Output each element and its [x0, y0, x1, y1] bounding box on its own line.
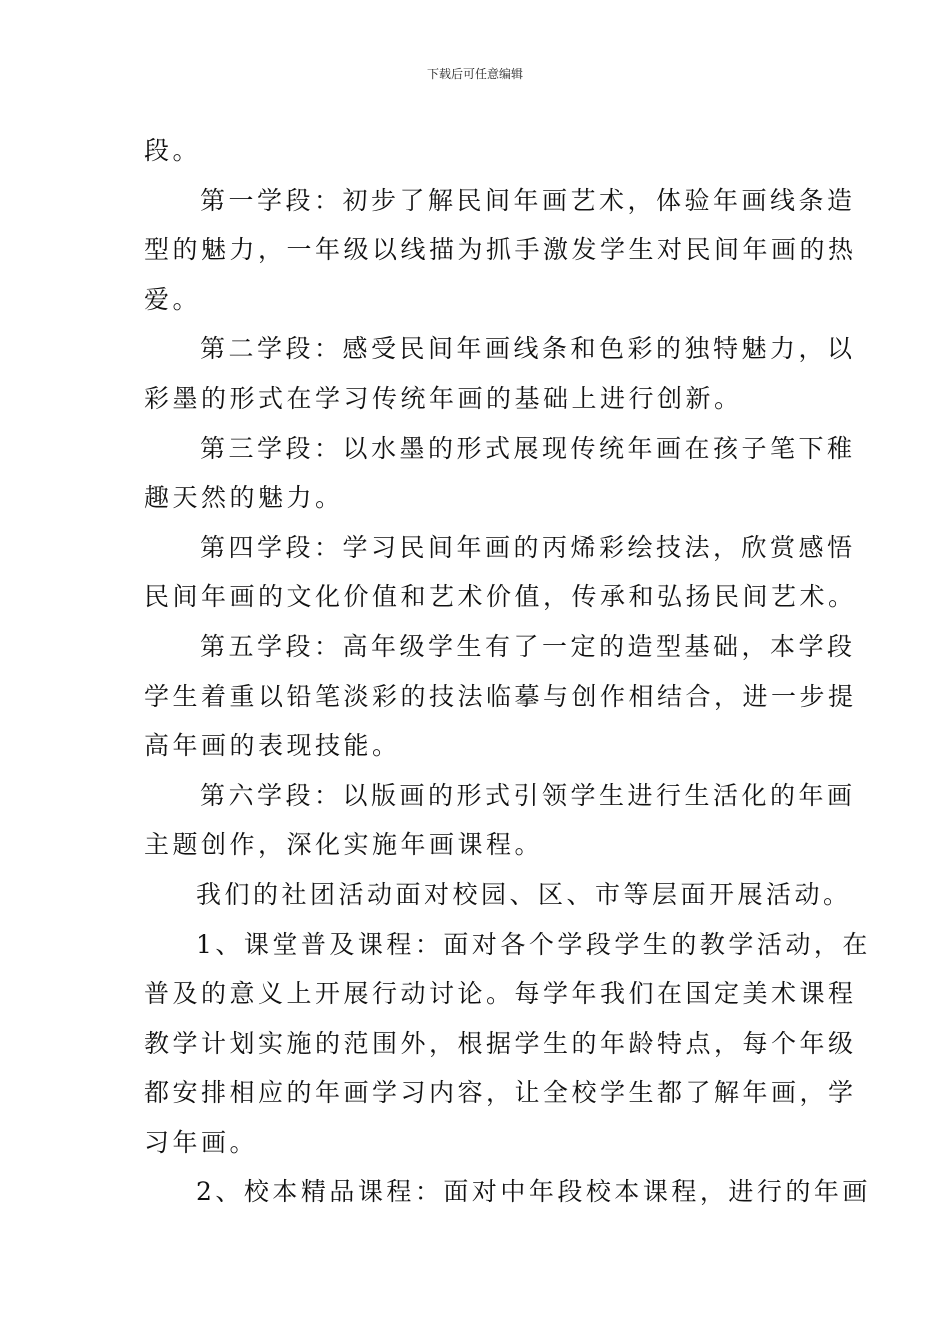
text-line: 普及的意义上开展行动讨论。每学年我们在国定美术课程: [144, 979, 857, 1009]
text-line: 趣天然的魅力。: [144, 483, 344, 513]
text-line: 习年画。: [144, 1127, 259, 1157]
text-line: 爱。: [144, 284, 202, 314]
text-line: 彩墨的形式在学习传统年画的基础上进行创新。: [144, 383, 743, 413]
text-line: 1、课堂普及课程：面对各个学段学生的教学活动，在: [196, 929, 871, 959]
text-line: 第三学段：以水墨的形式展现传统年画在孩子笔下稚: [200, 433, 856, 463]
document-body: [144, 126, 871, 1217]
text-line: 民间年画的文化价值和艺术价值，传承和弘扬民间艺术。: [144, 582, 857, 612]
text-line: 型的魅力，一年级以线描为抓手激发学生对民间年画的热: [144, 235, 857, 265]
text-line: 第一学段：初步了解民间年画艺术，体验年画线条造: [200, 185, 856, 215]
text-line: 段。: [144, 136, 202, 165]
text-line: 第四学段：学习民间年画的丙烯彩绘技法，欣赏感悟: [200, 532, 856, 562]
text-line: 2、校本精品课程：面对中年段校本课程，进行的年画: [196, 1177, 871, 1207]
text-line: 都安排相应的年画学习内容，让全校学生都了解年画，学: [144, 1078, 857, 1108]
text-line: 高年画的表现技能。: [144, 731, 401, 761]
text-line: 我们的社团活动面对校园、区、市等层面开展活动。: [196, 879, 852, 909]
text-line: 学生着重以铅笔淡彩的技法临摹与创作相结合，进一步提: [144, 681, 857, 711]
text-line: 第二学段：感受民间年画线条和色彩的独特魅力，以: [200, 334, 856, 364]
text-line: 主题创作，深化实施年画课程。: [144, 830, 544, 860]
text-line: 第六学段：以版画的形式引领学生进行生活化的年画: [200, 780, 856, 810]
text-line: 第五学段：高年级学生有了一定的造型基础，本学段: [200, 631, 856, 661]
page-header: 下载后可任意编辑: [426, 67, 523, 81]
text-line: 教学计划实施的范围外，根据学生的年龄特点，每个年级: [144, 1028, 857, 1058]
